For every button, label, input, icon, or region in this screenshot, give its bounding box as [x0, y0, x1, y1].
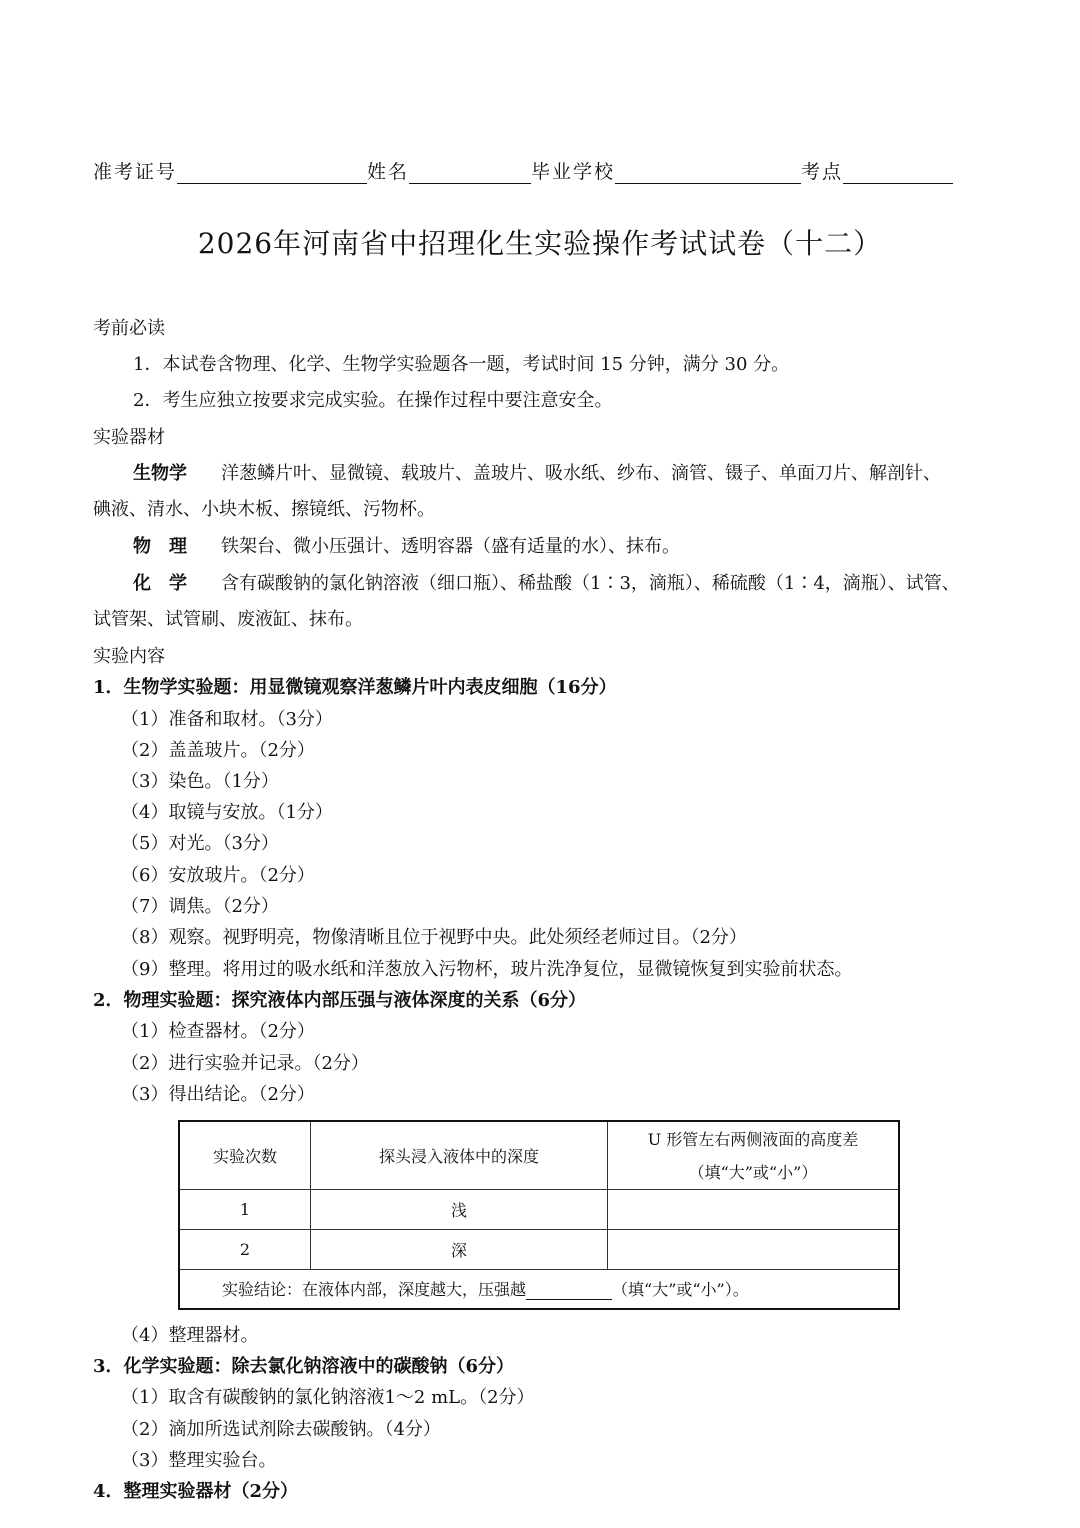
col-height-diff-header — [608, 1121, 900, 1189]
table-row — [179, 1189, 899, 1229]
name-label: 姓名 — [367, 161, 410, 183]
depth-cell: 深 — [311, 1229, 608, 1269]
q2-step-4: （4）整理器材。 — [121, 1325, 259, 1346]
table-header-row — [179, 1121, 899, 1189]
candidate-info-header — [93, 152, 993, 184]
q3-step: （1）取含有碳酸钠的氯化钠溶液1～2 mL。（2分） — [121, 1387, 535, 1408]
materials-physics — [133, 532, 680, 558]
exam-id-blank — [177, 161, 367, 184]
biology-materials-line2: 碘液、清水、小块木板、擦镜纸、污物杯。 — [93, 499, 435, 520]
biology-label: 生物学 — [133, 463, 187, 484]
q2-title: 2．物理实验题：探究液体内部压强与液体深度的关系（6分） — [93, 990, 587, 1011]
name-blank — [409, 161, 531, 184]
materials-biology — [133, 459, 941, 485]
q3-title: 3．化学实验题：除去氯化钠溶液中的碳酸钠（6分） — [93, 1356, 515, 1377]
q1-step: （7）调焦。（2分） — [121, 896, 279, 917]
table-row — [179, 1229, 899, 1269]
conclusion-blank[interactable] — [526, 1283, 612, 1300]
results-table — [178, 1120, 900, 1310]
conclusion-hint: （填“大”或“小”）。 — [612, 1280, 749, 1300]
height-diff-input[interactable] — [608, 1229, 900, 1269]
q1-step: （9）整理。将用过的吸水纸和洋葱放入污物杯，玻片洗净复位，显微镜恢复到实验前状态。 — [121, 959, 853, 980]
q1-step: （4）取镜与安放。（1分） — [121, 802, 333, 823]
conclusion-text: 实验结论：在液体内部，深度越大，压强越 — [222, 1280, 527, 1300]
q2-step: （2）进行实验并记录。（2分） — [121, 1053, 369, 1074]
q1-step: （5）对光。（3分） — [121, 833, 279, 854]
q3-step: （2）滴加所选试剂除去碳酸钠。（4分） — [121, 1419, 441, 1440]
chemistry-materials-line1: 含有碳酸钠的氯化钠溶液（细口瓶）、稀盐酸（1∶3，滴瓶）、稀硫酸（1∶4，滴瓶）、试管、 — [221, 573, 960, 594]
exam-site-label: 考点 — [801, 161, 844, 183]
col-height-diff-hint: （填“大”或“小”） — [688, 1163, 818, 1183]
conclusion-row — [179, 1269, 899, 1309]
col-trial-header: 实验次数 — [179, 1121, 311, 1189]
chemistry-label: 化 学 — [133, 573, 187, 594]
notice-item-1: 1．本试卷含物理、化学、生物学实验题各一题，考试时间 15 分钟，满分 30 分。 — [133, 354, 790, 375]
school-blank — [615, 161, 801, 184]
physics-label: 物 理 — [133, 536, 187, 557]
notice-item-2: 2．考生应独立按要求完成实验。在操作过程中要注意安全。 — [133, 390, 613, 411]
q2-step: （1）检查器材。（2分） — [121, 1021, 315, 1042]
materials-heading: 实验器材 — [93, 427, 165, 448]
trial-number: 2 — [179, 1229, 311, 1269]
q1-title: 1．生物学实验题：用显微镜观察洋葱鳞片叶内表皮细胞（16分） — [93, 677, 617, 698]
col-depth-header: 探头浸入液体中的深度 — [311, 1121, 608, 1189]
materials-chemistry — [133, 569, 960, 595]
school-label: 毕业学校 — [531, 161, 616, 183]
page-title: 2026年河南省中招理化生实验操作考试试卷（十二） — [197, 227, 883, 260]
q1-step: （1）准备和取材。（3分） — [121, 709, 333, 730]
exam-id-label: 准考证号 — [93, 161, 178, 183]
col-height-diff-title: U 形管左右两侧液面的高度差 — [647, 1130, 859, 1150]
notice-heading: 考前必读 — [93, 318, 165, 339]
conclusion-cell — [179, 1269, 899, 1309]
biology-materials-line1: 洋葱鳞片叶、显微镜、载玻片、盖玻片、吸水纸、纱布、滴管、镊子、单面刀片、解剖针、 — [221, 463, 941, 484]
trial-number: 1 — [179, 1189, 311, 1229]
content-heading: 实验内容 — [93, 646, 165, 667]
exam-site-blank — [843, 161, 953, 184]
chemistry-materials-line2: 试管架、试管刷、废液缸、抹布。 — [93, 609, 363, 630]
q3-step: （3）整理实验台。 — [121, 1450, 277, 1471]
physics-materials-line: 铁架台、微小压强计、透明容器（盛有适量的水）、抹布。 — [221, 536, 680, 557]
q1-step: （6）安放玻片。（2分） — [121, 865, 315, 886]
q1-step: （8）观察。视野明亮，物像清晰且位于视野中央。此处须经老师过目。（2分） — [121, 927, 747, 948]
depth-cell: 浅 — [311, 1189, 608, 1229]
q4-title: 4．整理实验器材（2分） — [93, 1481, 299, 1502]
q1-step: （3）染色。（1分） — [121, 771, 279, 792]
q1-step: （2）盖盖玻片。（2分） — [121, 740, 315, 761]
q2-step: （3）得出结论。（2分） — [121, 1084, 315, 1105]
height-diff-input[interactable] — [608, 1189, 900, 1229]
